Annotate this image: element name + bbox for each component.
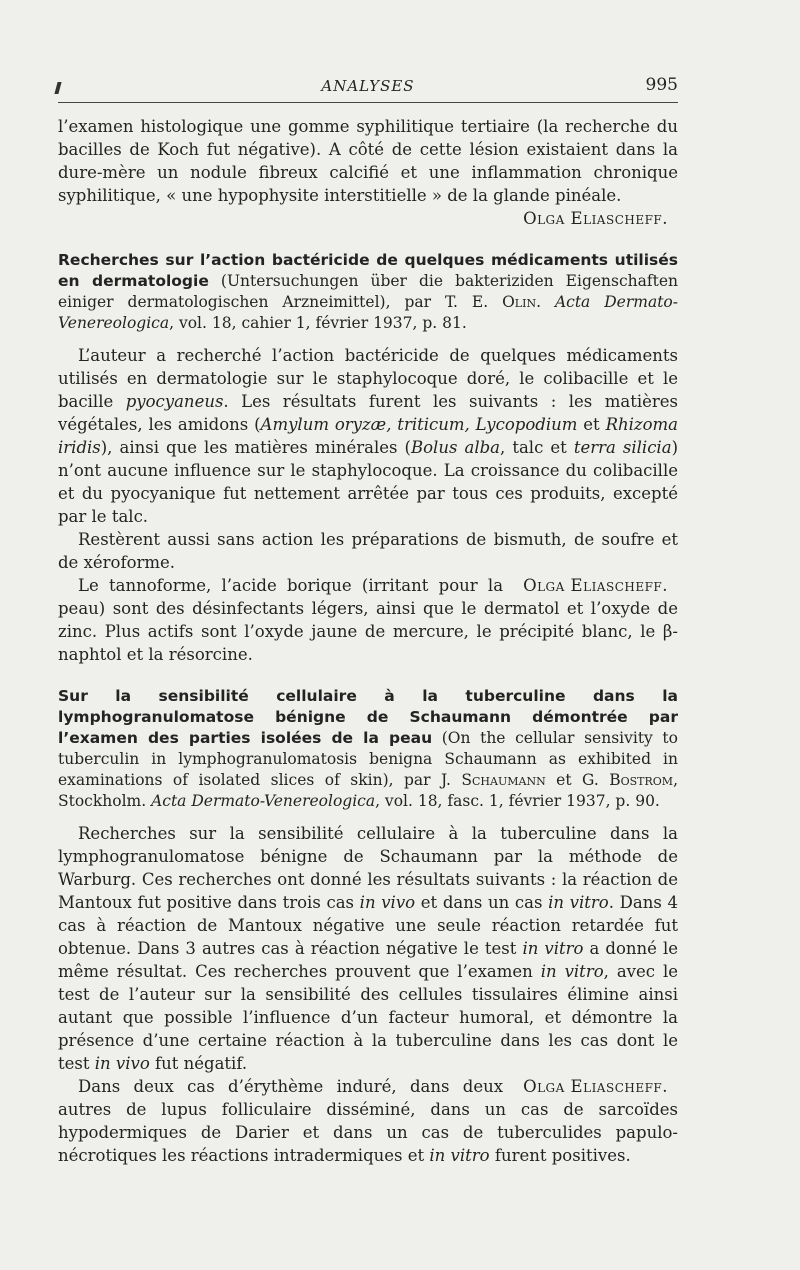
italic-term: terra silicia (573, 438, 672, 457)
article-title-german: (Untersuchungen über die bakteriziden Eigenschaften einiger dermatologischen Arzneimittel), par T. E. (58, 272, 678, 311)
separator: et G. (545, 771, 610, 789)
text-run: et (577, 415, 606, 434)
text-run: Dans deux cas d’érythème induré, dans deux autres de lupus folliculaire disséminé, dans un cas de sarcoïdes hypodermiques de Darier et dans un cas de tuberculides papulo-nécrotiques les réactions intradermiques et (58, 1077, 678, 1165)
italic-term: in vitro (540, 962, 604, 981)
article-paragraph: Restèrent aussi sans action les préparations de bismuth, de soufre et de xéroforme. (58, 530, 678, 572)
italic-term: Rhizoma iridis (58, 415, 678, 457)
article-title-main: Recherches sur l’action bactéricide de quelques médicaments utilisés en dermatologie (58, 251, 678, 290)
italic-term: in vivo (359, 893, 416, 912)
italic-term: Bolus alba (411, 438, 501, 457)
journal-name: Acta Dermato-Venereologica (151, 792, 376, 810)
text-run: . Dans 4 cas à réaction de Mantoux négative une seule réaction retardée fut obtenue. Dans 3 autres cas à réaction négative le test (58, 893, 678, 958)
article-title (58, 686, 678, 812)
text-run: Le tannoforme, l’acide borique (irritant pour la peau) sont des désinfectants légers, ainsi que le dermatol et l’oxyde de zinc. Plus actifs sont l’oxyde jaune de mercure, le précipité blanc, le β-naphtol et la résorcine. (58, 576, 678, 664)
italic-term: in vivo (94, 1054, 150, 1073)
article-author: Olin (502, 293, 537, 311)
article-paragraph (58, 822, 678, 1075)
article-paragraph (58, 574, 678, 666)
journal-name: Acta Dermato-Venereologica (58, 293, 678, 332)
italic-term: in vitro (429, 1146, 490, 1165)
text-run: et dans un cas (415, 893, 549, 912)
text-run: , avec le test de l’auteur sur la sensibilité des cellules tissulaires élimine ainsi autant que possible l’influence d’un facteur humoral, et démontre la présence d’une certaine réaction à la tuberculine dans les cas dont le test (58, 962, 678, 1073)
text-run: . Les résultats furent les suivants : les matières végétales, les amidons ( (58, 392, 679, 434)
text-run: Recherches sur la sensibilité cellulaire à la tuberculine dans la lymphogranulomatose bénigne de Schaumann par la méthode de Warburg. Ces recherches ont donné les résultats suivants : la réaction de Mantoux fut positive dans trois cas (58, 824, 678, 912)
page-number: 995 (645, 75, 678, 95)
text-run: fut négatif. (149, 1054, 248, 1073)
continuation-paragraph: l’examen histologique une gomme syphilitique tertiaire (la recherche du bacilles de Koch fut négative). A côté de cette lésion existaient dans la dure-mère un nodule fibreux calcifié et une inflammation chronique syphilitique, « une hypophysite interstitielle » de la glande pinéale. (58, 117, 678, 205)
italic-term: in vitro (548, 893, 609, 912)
article-title (58, 250, 678, 334)
author-location: , Stockholm. (58, 771, 678, 810)
article-paragraph (58, 344, 678, 528)
article-author: Schaumann (461, 771, 546, 789)
text-run: ) n’ont aucune influence sur le staphylocoque. La croissance du colibacille et du pyocyanique fut nettement arrêtée par tous ces produits, excepté par le talc. (58, 438, 678, 526)
signature: Olga Eliascheff. (523, 1077, 668, 1096)
text-run: ), ainsi que les matières minérales ( (100, 438, 411, 457)
signature: Olga Eliascheff. (523, 576, 668, 595)
page-header (58, 70, 678, 110)
article-paragraph (58, 1075, 678, 1167)
text-run: a donné le même résultat. Ces recherches prouvent que l’examen (58, 939, 678, 981)
text-run: furent positives. (489, 1146, 631, 1165)
italic-term: in vitro (522, 939, 584, 958)
volume-reference: , vol. 18, fasc. 1, février 1937, p. 90. (375, 792, 660, 810)
article-title-english: (On the cellular sensivity to tuberculin in lymphogranulomatosis benigna Schaumann as exhibited in examinations of isolated slices of skin), par J. (58, 729, 678, 789)
italic-term: pyocyaneus (125, 392, 224, 411)
article-title-main: Sur la sensibilité cellulaire à la tuberculine dans la lymphogranulomatose bénigne de Schaumann démontrée par l’examen des parties isolées de la peau (58, 687, 678, 747)
volume-reference: , vol. 18, cahier 1, février 1937, p. 81. (169, 314, 467, 332)
text-run: , talc et (500, 438, 574, 457)
page-content (58, 115, 678, 1167)
text-run: L’auteur a recherché l’action bactéricide de quelques médicaments utilisés en dermatologie sur le staphylocoque doré, le colibacille et le bacille (58, 346, 678, 411)
running-title: ANALYSES (321, 77, 415, 95)
article-author: Bostrom (609, 771, 674, 789)
header-rule (58, 102, 678, 103)
separator: . (536, 293, 555, 311)
signature: Olga Eliascheff. (523, 209, 668, 228)
italic-term: Amylum oryzæ, triticum, Lycopodium (260, 415, 578, 434)
